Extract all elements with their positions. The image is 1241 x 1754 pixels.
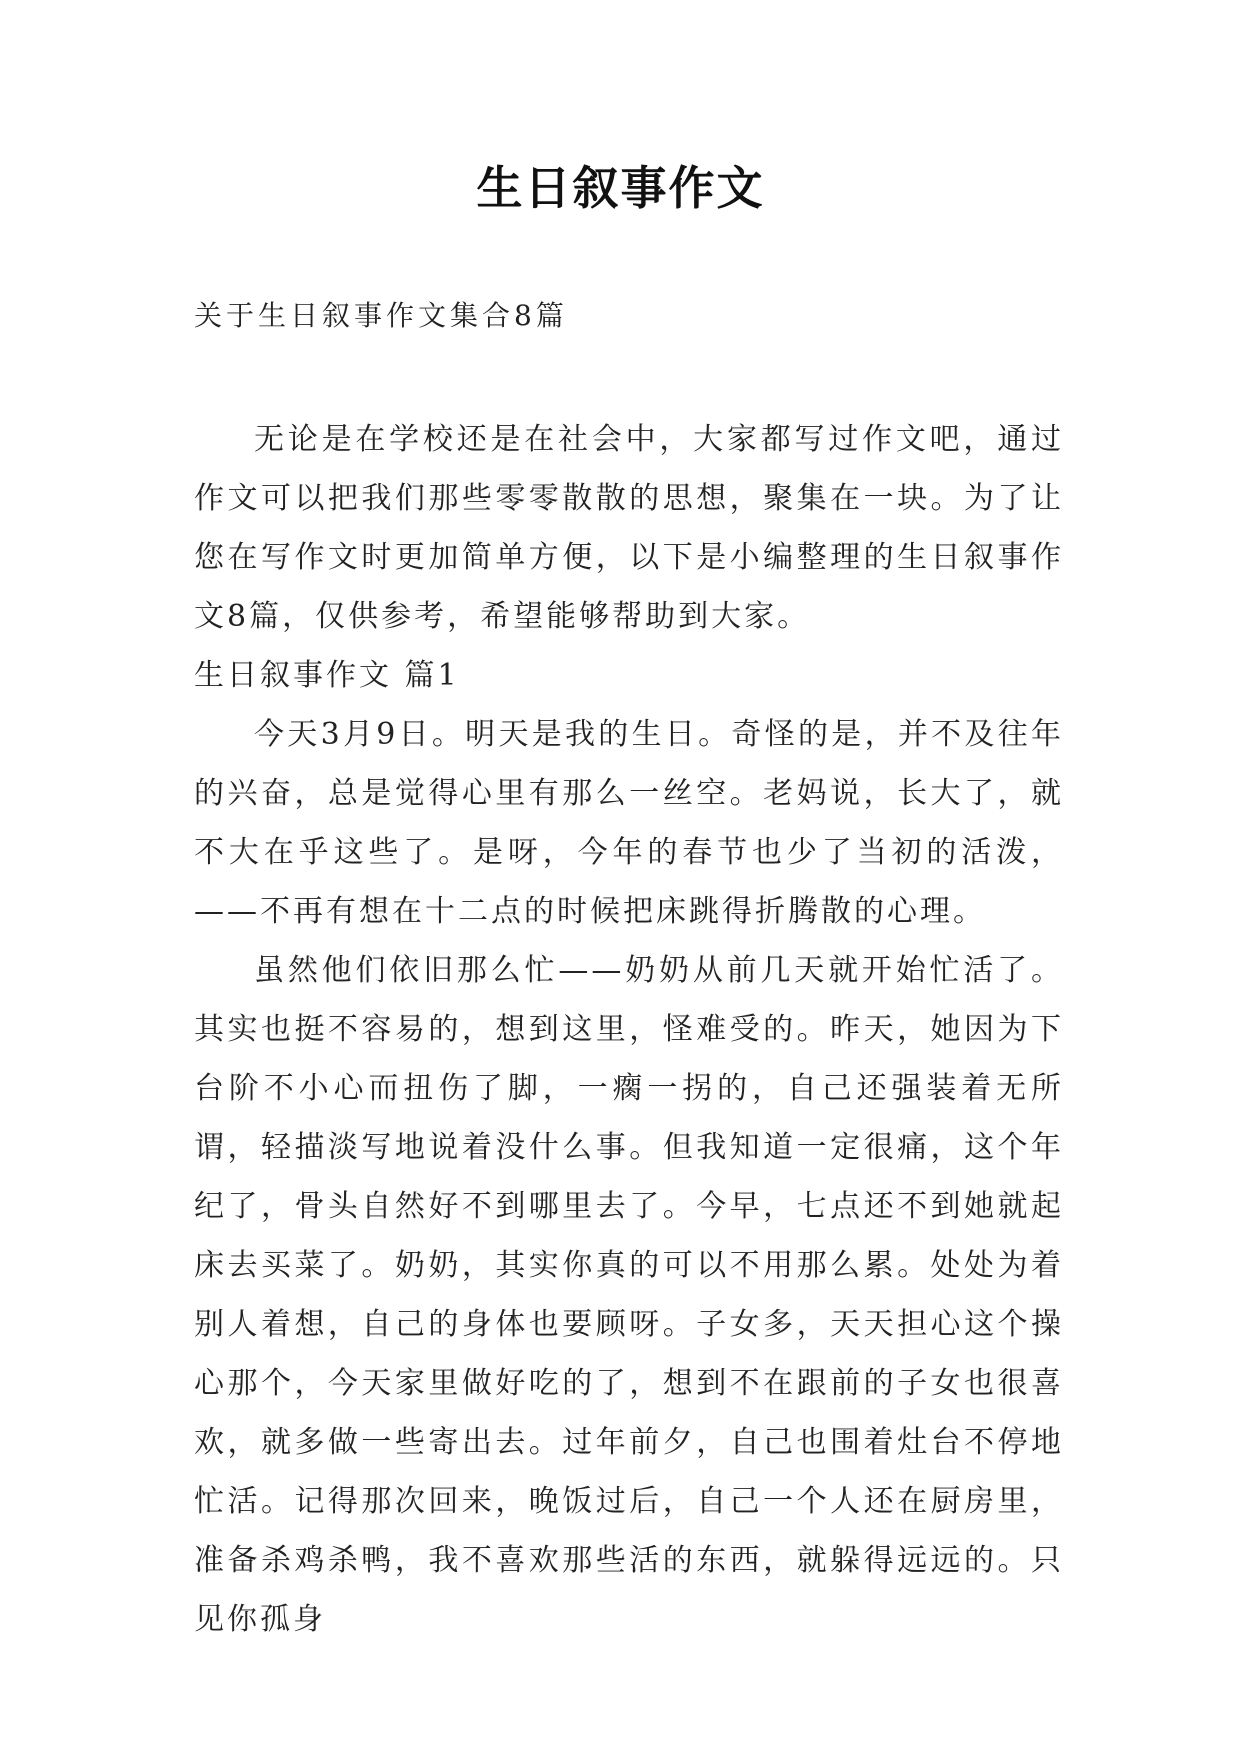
intro-paragraph: 无论是在学校还是在社会中，大家都写过作文吧，通过作文可以把我们那些零零散散的思想，聚集在一块。为了让您在写作文时更加简单方便，以下是小编整理的生日叙事作文8篇，仅供参考，希望能够帮助到大家。 bbox=[194, 422, 1064, 634]
body-paragraph: 虽然他们依旧那么忙——奶奶从前几天就开始忙活了。其实也挺不容易的，想到这里，怪难受的。昨天，她因为下台阶不小心而扭伤了脚，一瘸一拐的，自己还强装着无所谓，轻描淡写地说着没什么事。但我知道一定很痛，这个年纪了，骨头自然好不到哪里去了。今早，七点还不到她就起床去买菜了。奶奶，其实你真的可以不用那么累。处处为着别人着想，自己的身体也要顾呀。子女多，天天担心这个操心那个，今天家里做好吃的了，想到不在跟前的子女也很喜欢，就多做一些寄出去。过年前夕，自己也围着灶台不停地忙活。记得那次回来，晚饭过后，自己一个人还在厨房里，准备杀鸡杀鸭，我不喜欢那些活的东西，就躲得远远的。只见你孤身 bbox=[194, 953, 1064, 1637]
section-heading: 生日叙事作文 篇1 bbox=[194, 658, 460, 693]
body-paragraph: 今天3月9日。明天是我的生日。奇怪的是，并不及往年的兴奋，总是觉得心里有那么一丝空。老妈说，长大了，就不大在乎这些了。是呀，今年的春节也少了当初的活泼，——不再有想在十二点的时候把床跳得折腾散的心理。 bbox=[194, 717, 1064, 929]
document-body bbox=[194, 410, 1064, 1649]
document-title: 生日叙事作文 bbox=[476, 161, 765, 215]
document-subtitle: 关于生日叙事作文集合8篇 bbox=[194, 299, 568, 332]
